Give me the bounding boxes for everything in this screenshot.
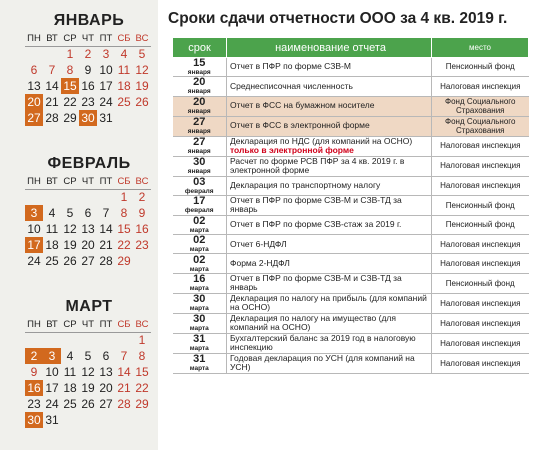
day-cell: 29 — [63, 111, 77, 125]
table-row — [173, 58, 529, 77]
deadline-day: 16 — [193, 273, 206, 286]
day-cell: 16 — [81, 79, 95, 93]
calendar-column — [0, 0, 158, 450]
deadline-month: февраля — [184, 187, 214, 195]
day-cell — [61, 332, 79, 348]
deadline-cell — [173, 176, 227, 195]
deadline-month: января — [187, 128, 211, 136]
place-cell: Налоговая инспекция — [432, 333, 529, 353]
day-cell: 8 — [120, 206, 128, 220]
weekday-label: СР — [61, 31, 79, 46]
day-cell: 17 — [45, 381, 59, 395]
weekday-label: СР — [61, 174, 79, 189]
day-cell: 31 — [99, 111, 113, 125]
day-cell: 28 — [45, 111, 59, 125]
weekday-label: ПН — [25, 174, 43, 189]
day-cell: 12 — [135, 63, 149, 77]
report-name-cell — [227, 313, 432, 333]
day-cell: 18 — [45, 238, 59, 252]
weekday-label: СБ — [115, 317, 133, 332]
day-cell: 21 — [99, 238, 113, 252]
day-cell: 14 — [99, 222, 113, 236]
report-name-cell — [227, 136, 432, 156]
place-cell: Фонд Социального Страхования — [432, 96, 529, 116]
day-cell: 25 — [45, 254, 59, 268]
deadline-day: 31 — [193, 333, 206, 346]
deadline-day: 20 — [193, 76, 206, 89]
report-name: Декларация по налогу на прибыль (для компаний на ОСНО) — [230, 292, 427, 313]
table-row — [173, 77, 529, 96]
weekday-label: ПТ — [97, 317, 115, 332]
table-row — [173, 333, 529, 353]
weekday-label: ВТ — [43, 31, 61, 46]
day-cell: 24 — [45, 397, 59, 411]
day-cell: 14 — [45, 79, 59, 93]
month-title: МАРТ — [65, 298, 113, 315]
column-header-place: место — [432, 38, 529, 58]
day-cell: 1 — [66, 47, 74, 62]
deadline-day: 27 — [193, 136, 206, 149]
deadline-day: 02 — [193, 253, 206, 266]
day-cell: 1 — [138, 333, 146, 348]
weekday-label: ВС — [133, 31, 151, 46]
deadline-cell — [173, 156, 227, 176]
column-header-date: срок — [173, 38, 227, 58]
day-cell: 25 — [63, 397, 77, 411]
day-cell: 26 — [81, 397, 95, 411]
weekday-label: СР — [61, 317, 79, 332]
day-cell: 5 — [84, 349, 92, 363]
day-cell: 8 — [138, 349, 146, 363]
deadline-cell — [173, 116, 227, 136]
day-cell: 22 — [117, 238, 131, 252]
day-cell: 29 — [117, 254, 131, 268]
report-name-cell — [227, 353, 432, 373]
report-name: Отчет в ФСС на бумажном носителе — [230, 100, 375, 111]
day-cell-deadline: 3 — [43, 348, 61, 364]
day-cell — [79, 332, 97, 348]
month-grid — [25, 317, 151, 428]
day-cell — [97, 189, 115, 205]
place-cell: Пенсионный фонд — [432, 195, 529, 215]
deadline-month: января — [187, 88, 211, 96]
table-row — [173, 156, 529, 176]
report-name: Декларация по налогу на имущество (для компаний на ОСНО) — [230, 312, 396, 333]
deadline-day: 30 — [193, 293, 206, 306]
table-row — [173, 116, 529, 136]
day-cell: 22 — [135, 381, 149, 395]
table-row — [173, 96, 529, 116]
deadline-month: января — [187, 148, 211, 156]
day-cell-deadline: 15 — [61, 78, 79, 94]
deadline-month: марта — [189, 227, 209, 235]
deadline-month: января — [187, 168, 211, 176]
day-cell — [133, 412, 151, 428]
day-cell: 14 — [117, 365, 131, 379]
day-cell: 10 — [99, 63, 113, 77]
deadline-cell — [173, 136, 227, 156]
day-cell: 22 — [63, 95, 77, 109]
table-row — [173, 235, 529, 254]
day-cell — [79, 412, 97, 428]
weekday-label: ПТ — [97, 31, 115, 46]
weekday-label: ПН — [25, 31, 43, 46]
day-cell-deadline: 17 — [25, 237, 43, 253]
day-cell: 20 — [81, 238, 95, 252]
day-cell — [25, 189, 43, 205]
deadline-day: 03 — [193, 175, 206, 188]
day-cell: 31 — [45, 413, 59, 427]
day-cell: 13 — [99, 365, 113, 379]
place-cell: Налоговая инспекция — [432, 156, 529, 176]
report-name: Годовая декларация по УСН (для компаний на УСН) — [230, 352, 415, 373]
report-name-cell — [227, 58, 432, 77]
day-cell-deadline: 30 — [25, 412, 43, 428]
report-note: только в электронной форме — [230, 145, 354, 156]
report-name-cell — [227, 333, 432, 353]
place-cell: Пенсионный фонд — [432, 58, 529, 77]
day-cell: 28 — [99, 254, 113, 268]
day-cell: 10 — [45, 365, 59, 379]
day-cell: 24 — [99, 95, 113, 109]
day-cell: 20 — [99, 381, 113, 395]
report-name: Бухгалтерский баланс за 2019 год в налоговую инспекцию — [230, 332, 416, 353]
day-cell: 19 — [135, 79, 149, 93]
deadline-cell — [173, 293, 227, 313]
day-cell: 23 — [135, 238, 149, 252]
day-cell — [97, 412, 115, 428]
day-cell: 15 — [135, 365, 149, 379]
report-name-cell — [227, 215, 432, 234]
day-cell: 9 — [30, 365, 38, 379]
month-grid — [25, 31, 151, 126]
day-cell: 18 — [63, 381, 77, 395]
deadline-day: 02 — [193, 215, 206, 228]
day-cell: 4 — [66, 349, 74, 363]
report-name: Отчет в ПФР по форме СЗВ-М и СЗВ-ТД за январь — [230, 272, 402, 293]
day-cell — [115, 110, 133, 126]
deadline-month: марта — [189, 345, 209, 353]
day-cell — [25, 46, 43, 62]
weekday-label: ЧТ — [79, 317, 97, 332]
weekday-label: ПН — [25, 317, 43, 332]
place-cell: Налоговая инспекция — [432, 254, 529, 273]
day-cell: 7 — [48, 63, 56, 77]
page-title: Сроки сдачи отчетности ООО за 4 кв. 2019 г. — [168, 10, 508, 27]
day-cell — [79, 189, 97, 205]
place-cell: Налоговая инспекция — [432, 293, 529, 313]
table-row — [173, 215, 529, 234]
day-cell: 27 — [99, 397, 113, 411]
day-cell: 2 — [84, 47, 92, 62]
day-cell: 7 — [102, 206, 110, 220]
report-name-cell — [227, 156, 432, 176]
deadline-day: 31 — [193, 353, 206, 366]
deadline-cell — [173, 96, 227, 116]
deadline-month: марта — [189, 305, 209, 313]
report-name: Форма 2-НДФЛ — [230, 257, 290, 268]
weekday-label: ВТ — [43, 174, 61, 189]
deadline-day: 30 — [193, 156, 206, 169]
day-cell: 1 — [120, 190, 128, 205]
deadline-month: марта — [189, 246, 209, 254]
place-cell: Налоговая инспекция — [432, 313, 529, 333]
day-cell: 25 — [117, 95, 131, 109]
day-cell — [61, 189, 79, 205]
report-name-cell — [227, 293, 432, 313]
day-cell: 11 — [63, 365, 77, 379]
weekday-label: СБ — [115, 31, 133, 46]
day-cell — [115, 332, 133, 348]
day-cell: 4 — [120, 47, 128, 62]
day-cell: 8 — [66, 63, 74, 77]
day-cell — [133, 253, 151, 269]
day-cell-deadline: 20 — [25, 94, 43, 110]
deadline-day: 20 — [193, 96, 206, 109]
deadline-day: 30 — [193, 313, 206, 326]
deadline-cell — [173, 333, 227, 353]
deadline-cell — [173, 215, 227, 234]
day-cell: 24 — [27, 254, 41, 268]
day-cell: 13 — [27, 79, 41, 93]
place-cell: Налоговая инспекция — [432, 176, 529, 195]
report-name-cell — [227, 176, 432, 195]
day-cell-deadline: 3 — [25, 205, 43, 221]
weekday-label: ВТ — [43, 317, 61, 332]
report-name-cell — [227, 195, 432, 215]
deadline-cell — [173, 313, 227, 333]
day-cell: 15 — [117, 222, 131, 236]
weekday-label: ВС — [133, 174, 151, 189]
table-body — [173, 58, 529, 374]
day-cell — [61, 412, 79, 428]
day-cell: 4 — [48, 206, 56, 220]
report-name-cell — [227, 254, 432, 273]
day-cell: 18 — [117, 79, 131, 93]
place-cell: Пенсионный фонд — [432, 273, 529, 293]
weekday-label: СБ — [115, 174, 133, 189]
day-cell: 13 — [81, 222, 95, 236]
weekday-label: ЧТ — [79, 174, 97, 189]
day-cell: 26 — [135, 95, 149, 109]
report-name-cell — [227, 77, 432, 96]
deadline-month: марта — [189, 325, 209, 333]
table-row — [173, 195, 529, 215]
day-cell: 21 — [45, 95, 59, 109]
report-name-cell — [227, 235, 432, 254]
day-cell-deadline: 2 — [25, 348, 43, 364]
day-cell — [133, 110, 151, 126]
month-title: ЯНВАРЬ — [53, 12, 125, 29]
report-name: Расчет по форме РСВ ПФР за 4 кв. 2019 г. в электронной форме — [230, 155, 405, 176]
day-cell — [97, 332, 115, 348]
day-cell: 27 — [81, 254, 95, 268]
deadline-cell — [173, 254, 227, 273]
day-cell: 5 — [66, 206, 74, 220]
deadline-month: марта — [189, 285, 209, 293]
day-cell: 6 — [30, 63, 38, 77]
place-cell: Налоговая инспекция — [432, 77, 529, 96]
day-cell: 5 — [138, 47, 146, 62]
day-cell — [43, 189, 61, 205]
day-cell — [43, 46, 61, 62]
day-cell-deadline: 16 — [25, 380, 43, 396]
deadline-cell — [173, 353, 227, 373]
table-row — [173, 176, 529, 195]
day-cell: 17 — [99, 79, 113, 93]
place-cell: Пенсионный фонд — [432, 215, 529, 234]
table-header-row — [173, 38, 529, 58]
deadline-cell — [173, 273, 227, 293]
report-name: Декларация по транспортному налогу — [230, 179, 381, 190]
day-cell — [115, 412, 133, 428]
day-cell: 19 — [81, 381, 95, 395]
day-cell: 26 — [63, 254, 77, 268]
report-name: Отчет в ПФР по форме СЗВ-М — [230, 61, 351, 72]
day-cell: 9 — [84, 63, 92, 77]
weekday-label: ВС — [133, 317, 151, 332]
deadline-cell — [173, 235, 227, 254]
day-cell: 12 — [81, 365, 95, 379]
table-row — [173, 273, 529, 293]
report-name: Отчет в ПФР по форме СЗВ-М и СЗВ-ТД за январь — [230, 194, 402, 215]
day-cell: 16 — [135, 222, 149, 236]
weekday-label: ЧТ — [79, 31, 97, 46]
deadline-day: 27 — [193, 116, 206, 129]
deadline-month: февраля — [184, 207, 214, 215]
report-name: Отчет в ПФР по форме СЗВ-стаж за 2019 г. — [230, 219, 402, 230]
day-cell: 29 — [135, 397, 149, 411]
table-row — [173, 353, 529, 373]
month-grid — [25, 174, 151, 269]
table-row — [173, 293, 529, 313]
day-cell: 23 — [81, 95, 95, 109]
column-header-name: наименование отчета — [227, 38, 432, 58]
day-cell: 6 — [102, 349, 110, 363]
deadline-cell — [173, 195, 227, 215]
deadline-day: 15 — [193, 57, 206, 70]
report-name: Среднесписочная численность — [230, 80, 353, 91]
report-name-cell — [227, 273, 432, 293]
day-cell: 3 — [102, 47, 110, 62]
place-cell: Фонд Социального Страхования — [432, 116, 529, 136]
table-row — [173, 313, 529, 333]
table-row — [173, 254, 529, 273]
day-cell: 21 — [117, 381, 131, 395]
deadline-month: марта — [189, 365, 209, 373]
day-cell: 28 — [117, 397, 131, 411]
report-name-cell — [227, 116, 432, 136]
day-cell-deadline: 30 — [79, 110, 97, 126]
day-cell: 19 — [63, 238, 77, 252]
month-title: ФЕВРАЛЬ — [47, 155, 131, 172]
day-cell: 9 — [138, 206, 146, 220]
report-name: Отчет в ФСС в электронной форме — [230, 120, 370, 131]
report-name: Декларация по НДС (для компаний на ОСНО) — [230, 135, 413, 146]
deadline-day: 17 — [193, 195, 206, 208]
day-cell-deadline: 27 — [25, 110, 43, 126]
day-cell: 11 — [45, 222, 59, 236]
deadline-month: января — [187, 108, 211, 116]
report-name-cell — [227, 96, 432, 116]
table-row — [173, 136, 529, 156]
deadline-day: 02 — [193, 234, 206, 247]
day-cell: 2 — [138, 190, 146, 205]
day-cell: 12 — [63, 222, 77, 236]
day-cell: 10 — [27, 222, 41, 236]
day-cell: 11 — [117, 63, 131, 77]
deadline-table — [172, 37, 529, 374]
place-cell: Налоговая инспекция — [432, 353, 529, 373]
place-cell: Налоговая инспекция — [432, 136, 529, 156]
deadline-cell — [173, 58, 227, 77]
place-cell: Налоговая инспекция — [432, 235, 529, 254]
day-cell: 23 — [27, 397, 41, 411]
day-cell — [25, 332, 43, 348]
deadline-month: января — [187, 69, 211, 77]
day-cell: 6 — [84, 206, 92, 220]
deadline-month: марта — [189, 265, 209, 273]
day-cell — [43, 332, 61, 348]
report-name: Отчет 6-НДФЛ — [230, 238, 287, 249]
day-cell: 7 — [120, 349, 128, 363]
weekday-label: ПТ — [97, 174, 115, 189]
deadline-cell — [173, 77, 227, 96]
